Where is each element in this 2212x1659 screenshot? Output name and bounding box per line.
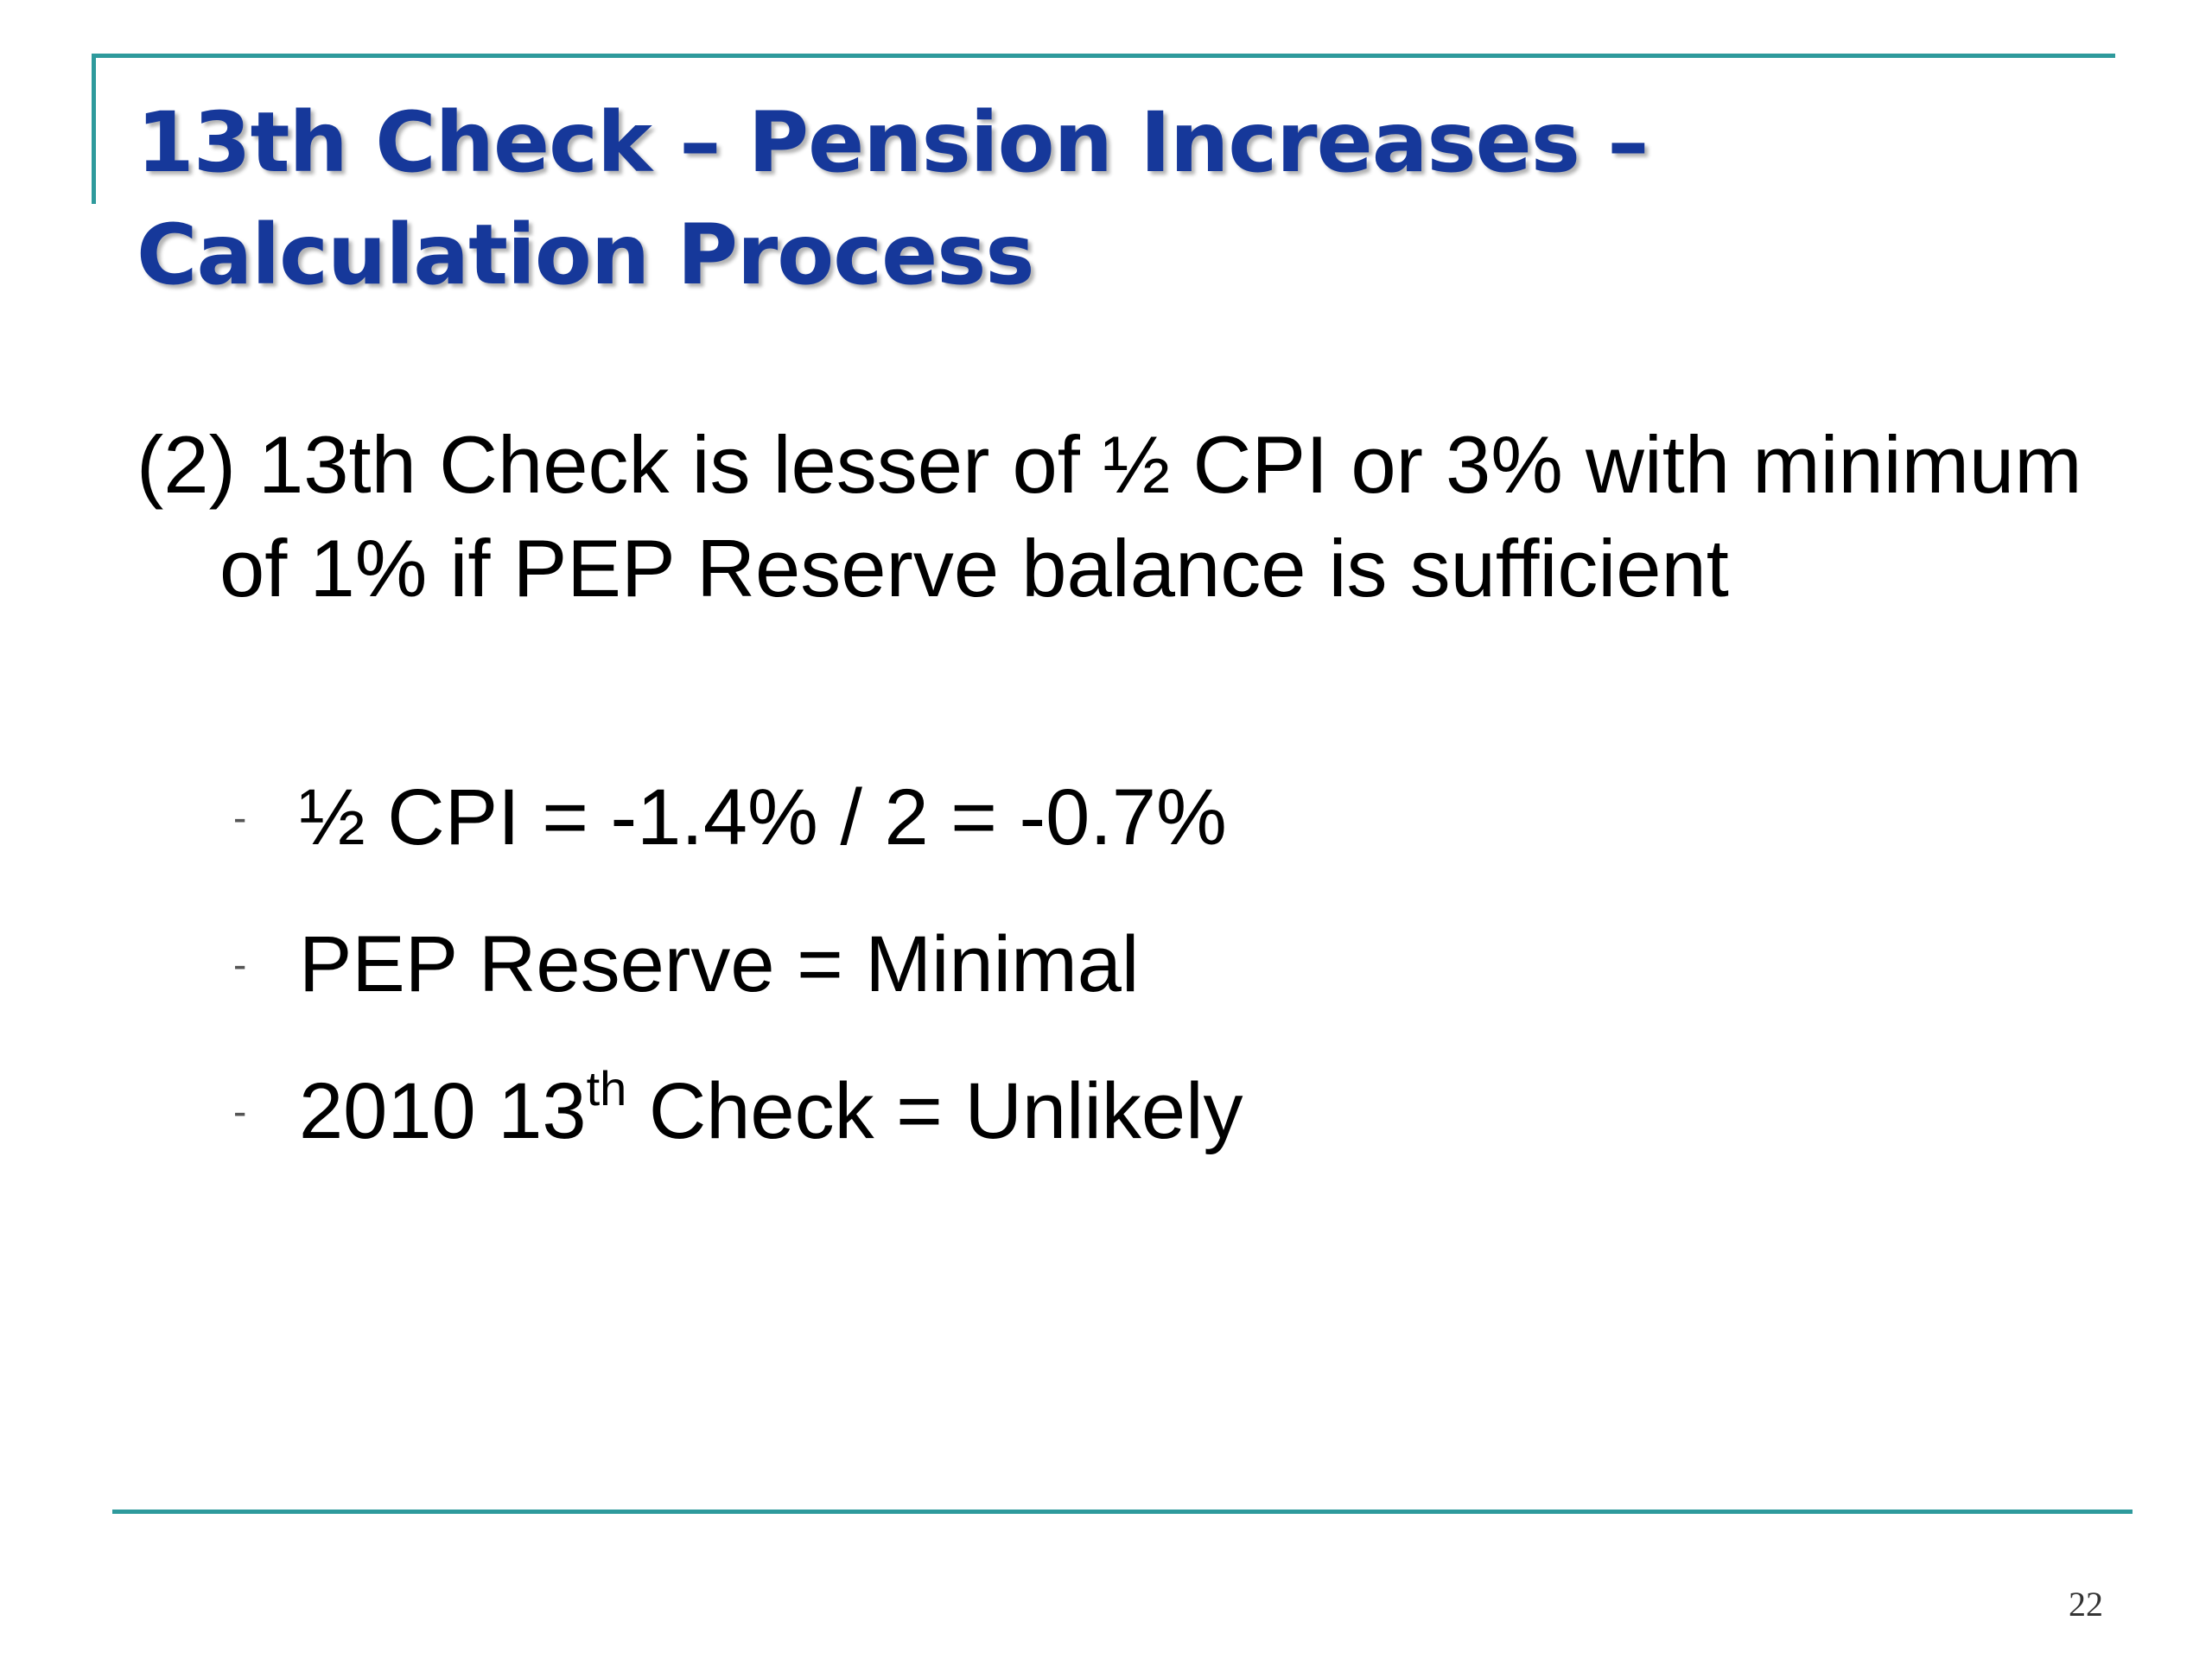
bullet-item-half-cpi <box>223 766 1951 912</box>
slide-title <box>137 86 2037 311</box>
ordinal-superscript: th <box>586 1061 627 1116</box>
body-paragraph: (2) 13th Check is lesser of ½ CPI or 3% with minimum of 1% if PEP Reserve balance is sufficient <box>137 419 2082 613</box>
title-line-2: Calculation Process <box>137 207 1034 303</box>
top-divider-line <box>92 54 2115 58</box>
bullet-text <box>299 1059 1243 1163</box>
bullet-text: ½ CPI = -1.4% / 2 = -0.7% <box>299 773 1227 861</box>
bullet-item-2010-check <box>223 1059 1951 1206</box>
dash-bullet-icon: - <box>233 942 247 987</box>
bullet-text-before: 2010 13 <box>299 1067 587 1155</box>
page-number: 22 <box>2069 1585 2103 1624</box>
bullet-text-after: Check = Unlikely <box>626 1067 1243 1155</box>
title-line-1: 13th Check – Pension Increases – <box>137 94 1649 191</box>
dash-bullet-icon: - <box>233 795 247 840</box>
bullet-text: PEP Reserve = Minimal <box>299 920 1140 1008</box>
bullet-list <box>223 766 1951 1206</box>
left-accent-line <box>92 54 96 204</box>
dash-bullet-icon: - <box>233 1089 247 1134</box>
bullet-item-pep-reserve <box>223 912 1951 1059</box>
bottom-divider-line <box>112 1510 2133 1514</box>
